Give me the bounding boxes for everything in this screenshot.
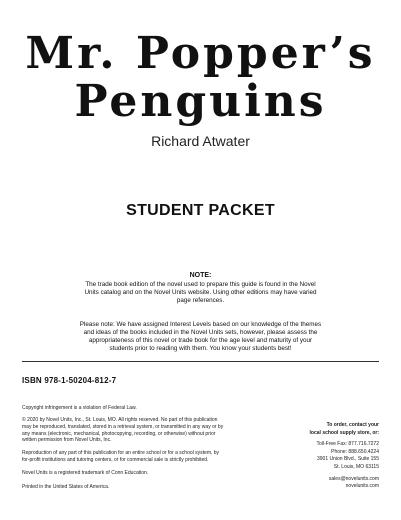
copyright-warning: Copyright infringement is a violation of Federal Law.: [22, 405, 137, 411]
contact-website[interactable]: novelunits.com: [345, 483, 379, 490]
contact-heading-1: To order, contact your: [326, 422, 379, 428]
divider-rule: [22, 361, 379, 362]
note-paragraph-edition: The trade book edition of the novel used to prepare this guide is found in the Novel Units catalog and on the Novel Units website. Using other editions may have varied page references.: [84, 281, 317, 304]
order-contact-block: [239, 422, 379, 491]
book-title-line-2: Penguins: [74, 76, 327, 127]
contact-heading-2: local school supply store, or:: [309, 429, 379, 436]
contact-fax: Toll-Free Fax: 877.716.7272: [316, 441, 379, 448]
book-title-line-1: Mr. Popper’s: [25, 28, 376, 79]
isbn-number: ISBN 978-1-50204-812-7: [22, 376, 117, 385]
author-name: Richard Atwater: [151, 133, 250, 149]
contact-address-2: St. Louis, MO 63115: [333, 463, 379, 470]
trademark-notice: Novel Units is a registered trademark of Conn Education.: [22, 470, 149, 476]
copyright-notice: © 2020 by Novel Units, Inc., St. Louis, MO. All rights reserved. No part of this publication may be reproduced, translated, stored in a retrieval system, or transmitted in any way or by any means (electronic, mechanical, photocopying, recording, or otherwise) without prior written permission from Novel Units, Inc.: [22, 417, 224, 444]
reproduction-notice: Reproduction of any part of this publication for an entire school or for a school system, by for-profit institutions and tutoring centers, or for commercial sale is strictly prohibited.: [22, 450, 220, 463]
packet-label: STUDENT PACKET: [126, 202, 275, 219]
contact-address-1: 3901 Union Blvd., Suite 155: [317, 456, 379, 463]
contact-email[interactable]: sales@novelunits.com: [328, 475, 379, 482]
printed-notice: Printed in the United States of America.: [22, 484, 110, 490]
contact-phone: Phone: 888.650.4224: [331, 448, 379, 455]
note-heading: NOTE:: [189, 272, 212, 279]
note-paragraph-interest-levels: Please note: We have assigned Interest Levels based on our knowledge of the themes and ideas of the books included in the Novel Units sets, however, please assess the appropriateness of this novel or trade book for the age level and maturity of your students prior to reading with them. You know your students best!: [79, 321, 322, 352]
